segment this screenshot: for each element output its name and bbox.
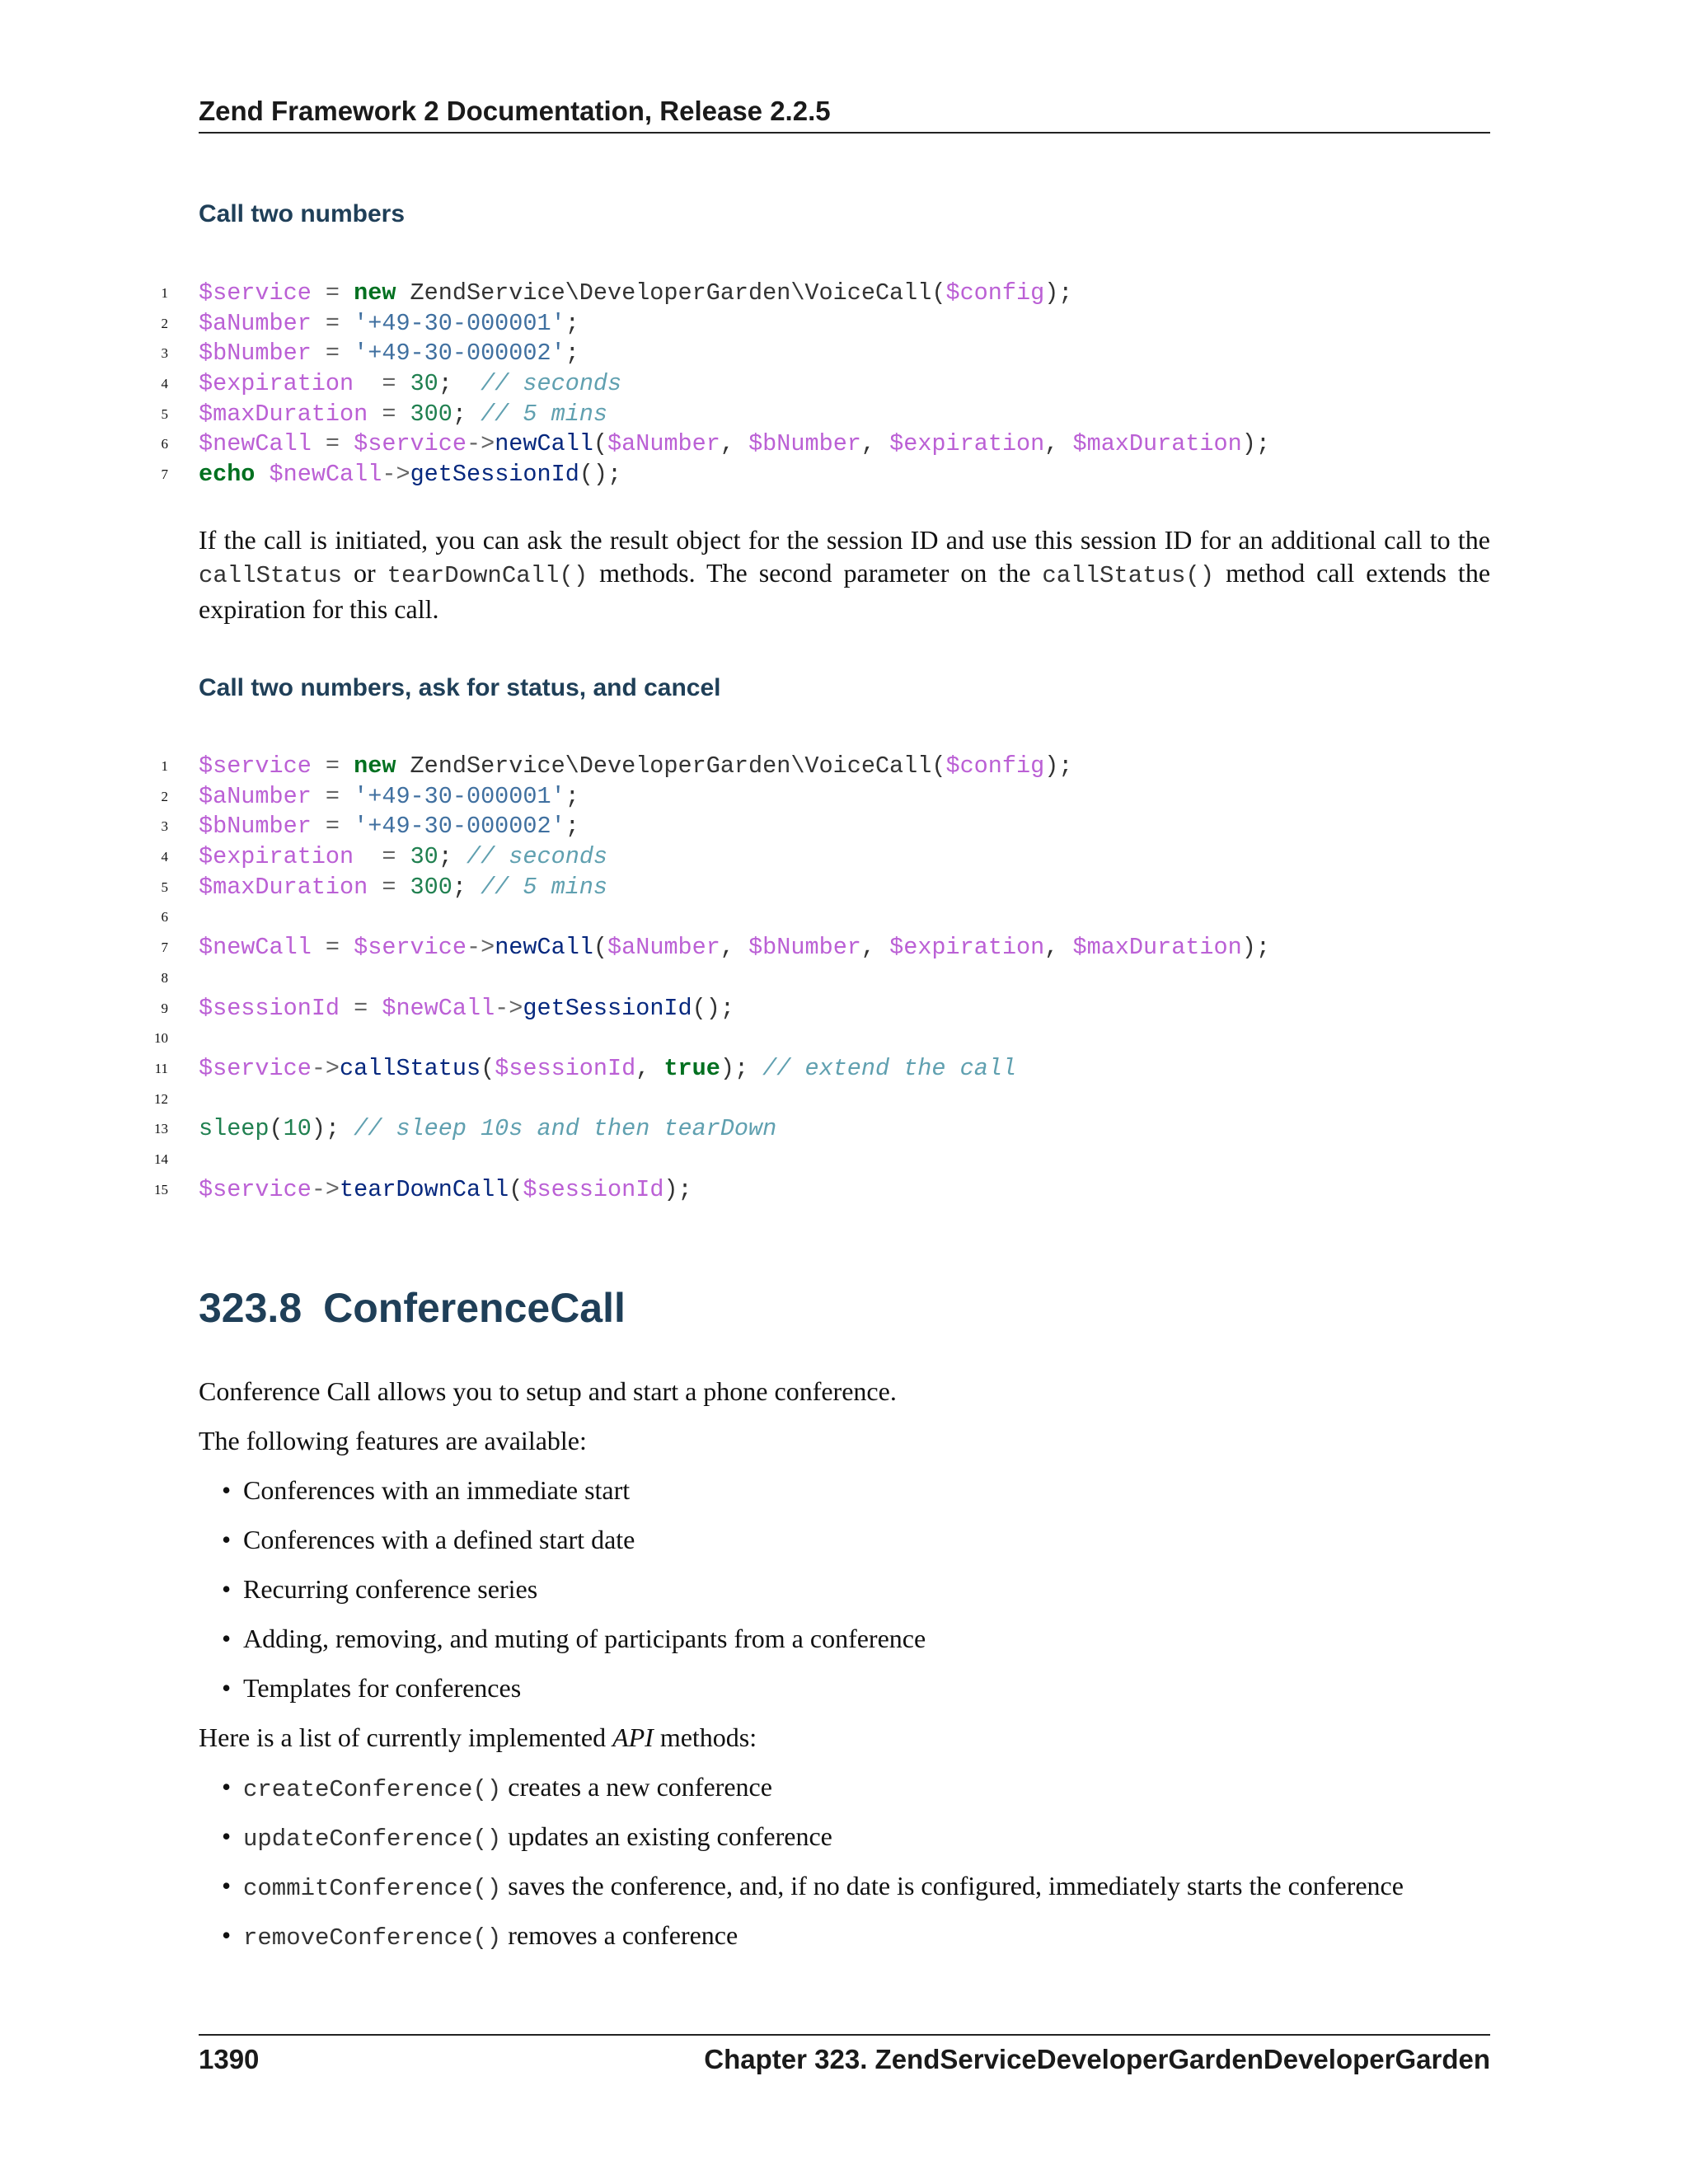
- features-list: [222, 1474, 926, 1721]
- line-number: 5: [161, 879, 168, 895]
- code-text: $newCall = $service->newCall($aNumber, $bNumber, $expiration, $maxDuration);: [199, 934, 1270, 962]
- line-number: 9: [161, 1000, 168, 1016]
- feature-item: [222, 1523, 926, 1572]
- paragraph-text: or: [342, 558, 387, 588]
- code-line: [0, 1175, 1688, 1206]
- method-description: removes a conference: [501, 1920, 738, 1950]
- bullet-icon: •: [222, 1821, 232, 1851]
- line-number: 12: [154, 1090, 168, 1107]
- code-text: $aNumber = '+49-30-000001';: [199, 782, 579, 810]
- line-number: 11: [154, 1060, 168, 1076]
- code-line: [0, 994, 1688, 1024]
- footer-page-number: 1390: [199, 2044, 260, 2074]
- code-line: [0, 752, 1688, 782]
- code-text: echo $newCall->getSessionId();: [199, 461, 622, 489]
- code-line: [0, 902, 1688, 933]
- line-number: 1: [161, 758, 168, 774]
- code-line: [0, 1054, 1688, 1085]
- code-text: $service = new ZendService\DeveloperGarden\VoiceCall($config);: [199, 279, 1073, 307]
- inline-code: callStatus: [199, 562, 343, 589]
- features-intro: The following features are available:: [199, 1426, 587, 1455]
- code-text: $maxDuration = 300; // 5 mins: [199, 400, 608, 428]
- feature-text: Conferences with a defined start date: [243, 1525, 635, 1554]
- bullet-icon: •: [222, 1920, 232, 1950]
- code-line: [0, 309, 1688, 340]
- section-intro: Conference Call allows you to setup and start a phone conference.: [199, 1376, 897, 1406]
- code-text: $expiration = 30; // seconds: [199, 843, 608, 871]
- bullet-icon: •: [222, 1673, 232, 1703]
- method-description: creates a new conference: [501, 1772, 772, 1802]
- line-number: 15: [154, 1181, 168, 1197]
- line-number: 4: [161, 376, 168, 392]
- code-text: $service->callStatus($sessionId, true); // extend the call: [199, 1054, 1017, 1082]
- code-line: [0, 963, 1688, 994]
- code-line: [0, 339, 1688, 369]
- code-text: $bNumber = '+49-30-000002';: [199, 813, 579, 841]
- footer-chapter-title: Chapter 323. ZendServiceDeveloperGardenDeveloperGarden: [704, 2044, 1490, 2074]
- code-block-call-status-cancel: [0, 752, 1688, 1205]
- section-title: [199, 1282, 626, 1334]
- line-number: 10: [154, 1030, 168, 1047]
- api-method-item: [222, 1770, 1404, 1820]
- line-number: 13: [154, 1121, 168, 1137]
- section-number: 323.8: [199, 1285, 302, 1331]
- api-method-item: [222, 1820, 1404, 1869]
- code-line: [0, 460, 1688, 490]
- line-number: 7: [161, 466, 168, 483]
- code-text: $maxDuration = 300; // 5 mins: [199, 873, 608, 901]
- code-text: $service = new ZendService\DeveloperGarden\VoiceCall($config);: [199, 752, 1073, 780]
- line-number: 4: [161, 849, 168, 865]
- paragraph-text: method call extends the expiration for this call.: [199, 558, 1491, 624]
- bullet-icon: •: [222, 1574, 232, 1604]
- method-name: removeConference(): [243, 1924, 502, 1952]
- example-heading-call-status-cancel: Call two numbers, ask for status, and cancel: [199, 674, 721, 701]
- code-line: [0, 873, 1688, 903]
- line-number: 3: [161, 818, 168, 835]
- code-line: [0, 369, 1688, 400]
- line-number: 1: [161, 285, 168, 301]
- methods-list: [222, 1770, 1404, 1968]
- code-text: $bNumber = '+49-30-000002';: [199, 340, 579, 368]
- code-line: [0, 1024, 1688, 1054]
- api-method-item: [222, 1869, 1404, 1919]
- example-heading-call-two-numbers: Call two numbers: [199, 200, 406, 227]
- feature-item: [222, 1572, 926, 1622]
- bullet-icon: •: [222, 1772, 232, 1802]
- inline-code: callStatus(): [1042, 562, 1215, 589]
- code-line: [0, 1085, 1688, 1115]
- feature-text: Conferences with an immediate start: [243, 1475, 631, 1505]
- paragraph-text: methods. The second parameter on the: [588, 558, 1043, 588]
- line-number: 6: [161, 909, 168, 926]
- line-number: 6: [161, 436, 168, 452]
- bullet-icon: •: [222, 1525, 232, 1554]
- feature-item: [222, 1622, 926, 1671]
- code-line: [0, 1114, 1688, 1145]
- code-line: [0, 279, 1688, 309]
- code-line: [0, 782, 1688, 813]
- method-name: createConference(): [243, 1776, 502, 1803]
- line-number: 8: [161, 969, 168, 986]
- method-description: saves the conference, and, if no date is configured, immediately starts the conference: [501, 1871, 1404, 1900]
- method-name: updateConference(): [243, 1825, 502, 1853]
- bullet-icon: •: [222, 1624, 232, 1653]
- line-number: 5: [161, 405, 168, 422]
- bullet-icon: •: [222, 1871, 232, 1900]
- feature-text: Adding, removing, and muting of participants from a conference: [243, 1624, 926, 1653]
- section-name: ConferenceCall: [323, 1285, 626, 1331]
- code-line: [0, 842, 1688, 873]
- line-number: 2: [161, 788, 168, 804]
- inline-code: tearDownCall(): [387, 562, 588, 589]
- running-header: Zend Framework 2 Documentation, Release 2.2.5: [199, 92, 1490, 134]
- api-intro: [199, 1721, 1490, 1754]
- line-number: 2: [161, 315, 168, 331]
- line-number: 3: [161, 345, 168, 362]
- api-intro-text: Here is a list of currently implemented: [199, 1722, 613, 1752]
- line-number: 14: [154, 1151, 168, 1167]
- code-line: [0, 429, 1688, 460]
- bullet-icon: •: [222, 1475, 232, 1505]
- code-block-call-two-numbers: [0, 279, 1688, 490]
- api-method-item: [222, 1919, 1404, 1968]
- line-number: 7: [161, 940, 168, 956]
- api-intro-emphasis: API: [612, 1722, 654, 1752]
- method-name: commitConference(): [243, 1875, 502, 1902]
- paragraph-session-id: [199, 523, 1490, 626]
- code-text: sleep(10); // sleep 10s and then tearDown: [199, 1115, 777, 1143]
- feature-item: [222, 1671, 926, 1721]
- code-line: [0, 400, 1688, 430]
- code-text: $expiration = 30; // seconds: [199, 370, 622, 398]
- feature-text: Templates for conferences: [243, 1673, 522, 1703]
- method-description: updates an existing conference: [501, 1821, 832, 1851]
- code-text: $service->tearDownCall($sessionId);: [199, 1175, 692, 1203]
- code-text: $newCall = $service->newCall($aNumber, $bNumber, $expiration, $maxDuration);: [199, 430, 1270, 458]
- paragraph-text: If the call is initiated, you can ask the result object for the session ID and use this session ID for an additional call to the: [199, 525, 1490, 555]
- code-line: [0, 812, 1688, 842]
- code-line: [0, 933, 1688, 963]
- feature-text: Recurring conference series: [243, 1574, 538, 1604]
- code-text: $aNumber = '+49-30-000001';: [199, 309, 579, 337]
- api-intro-text: methods:: [653, 1722, 757, 1752]
- feature-item: [222, 1474, 926, 1523]
- code-line: [0, 1145, 1688, 1175]
- footer-rule: [199, 2034, 1490, 2036]
- code-text: $sessionId = $newCall->getSessionId();: [199, 994, 734, 1022]
